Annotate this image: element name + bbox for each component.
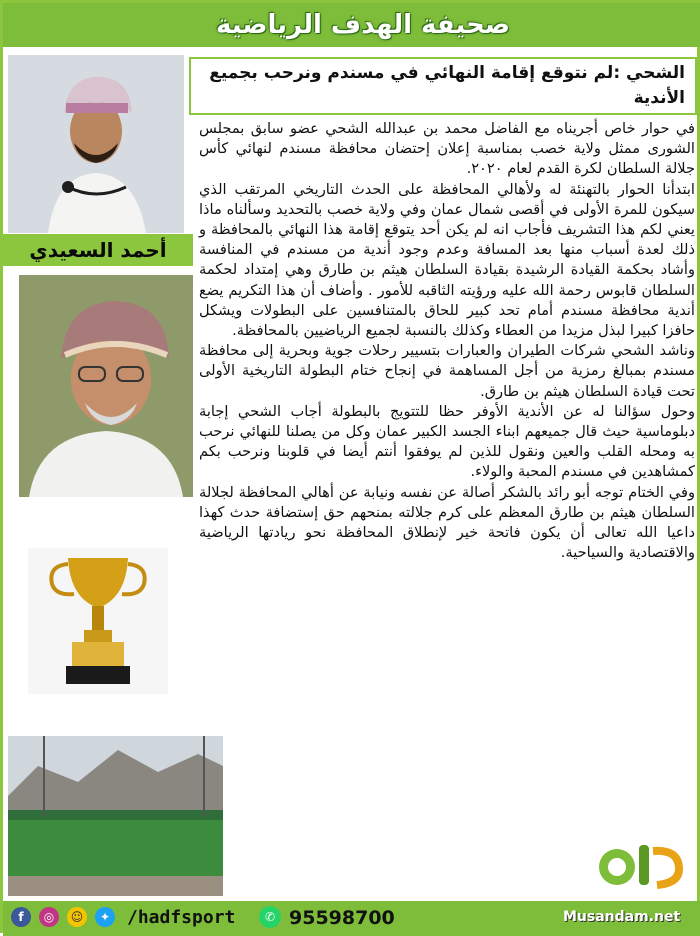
- author-name-caption: أحمد السعيدي: [3, 234, 193, 266]
- whatsapp-icon[interactable]: ✆: [259, 906, 281, 928]
- masthead-title: صحيفة الهدف الرياضية: [216, 10, 510, 40]
- site-watermark: Musandam.net: [563, 909, 681, 925]
- twitter-icon[interactable]: ✦: [95, 907, 115, 927]
- headline: الشحي :لم نتوقع إقامة النهائي في مسندم ونرحب بجميع الأندية: [189, 57, 697, 115]
- phone-number[interactable]: 95598700: [289, 907, 395, 929]
- article-paragraph: ابتدأنا الحوار بالتهنئة له ولأهالي المحافظة على الحدث التاريخي المرتقب الذي سيكون للمرة الأولى في أقصى شمال عمان وفي ولاية خصب بالتحديد وسألناه ماذا يعني لكم هذا التشريف فأجاب انه لم يكن أحد يتوقع إقامة هذا النهائي بالمحافظة و ذلك لعدة أسباب منها بعد المسافة وعدم وجود أندية من مسندم في المنافسة وأشاد بحكمة القيادة الرشيدة بقيادة السلطان هيثم بن طارق وهي إمتداد لحكمة السلطان قابوس رحمة الله عليه ورؤيته الثاقبه للأمور . وأضاف أن هذا التكريم يضع أندية محافظة مسندم أمام تحد كبير للحاق بالمتنافسين على البطولات ويشكل حافزا كبيرا لبذل مزيدا من العطاء وكذلك بالنسبة لجميع الرياضيين بالمحافظة.: [199, 180, 695, 340]
- facebook-icon[interactable]: f: [11, 907, 31, 927]
- article-paragraph: وحول سؤالنا له عن الأندية الأوفر حظا للتتويج بالبطولة أجاب الشحي إجابة دبلوماسية حيث قال جميعهم ابناء الجسد الكبير عمان وكل من يصلنا للنهائي نرحب به ومحله القلب والعين ونقول للذين لم يوفقوا أنتم أيضا في قلوبنا ونرحب بكم كمشاهدين في مسندم المحبة والولاء.: [199, 402, 695, 481]
- author-photo: [8, 55, 184, 233]
- hadaf-logo: [587, 839, 687, 893]
- interviewee-photo: [19, 275, 193, 497]
- stadium-photo: [8, 736, 223, 896]
- instagram-icon[interactable]: ◎: [39, 907, 59, 927]
- social-handle[interactable]: /hadfsport: [127, 907, 236, 928]
- article-paragraph: في حوار خاص أجريناه مع الفاضل محمد بن عبدالله الشحي عضو سابق بمجلس الشورى ممثل ولاية خصب بمناسبة إعلان إحتضان محافظة مسندم لنهائي كأس جلالة السلطان لكرة القدم لعام ٢٠٢٠.: [199, 120, 695, 178]
- article-paragraph: وفي الختام توجه أبو رائد بالشكر أصالة عن نفسه ونيابة عن أهالي المحافظة لجلالة السلطان هيثم بن طارق المعظم على كرم جلالته بمنحهم حق إستضافة حدث كهذا داعيا الله تعالى أن يكون فاتحة خير لإنطلاق المحافظة نحو ريادتها الرياضية والاقتصادية والسياحية.: [199, 483, 695, 562]
- article-body: [199, 119, 695, 563]
- trophy-photo: [28, 548, 168, 694]
- snapchat-icon[interactable]: ☺: [67, 907, 87, 927]
- article-paragraph: وناشد الشحي شركات الطيران والعبارات بتسيير رحلات جوية وبحرية إلى محافظة مسندم بمبالغ رمزية من أجل المساهمة في إنجاح ختام البطولة التاريخية الأولى تحت قيادة السلطان هيثم بن طارق.: [199, 342, 695, 400]
